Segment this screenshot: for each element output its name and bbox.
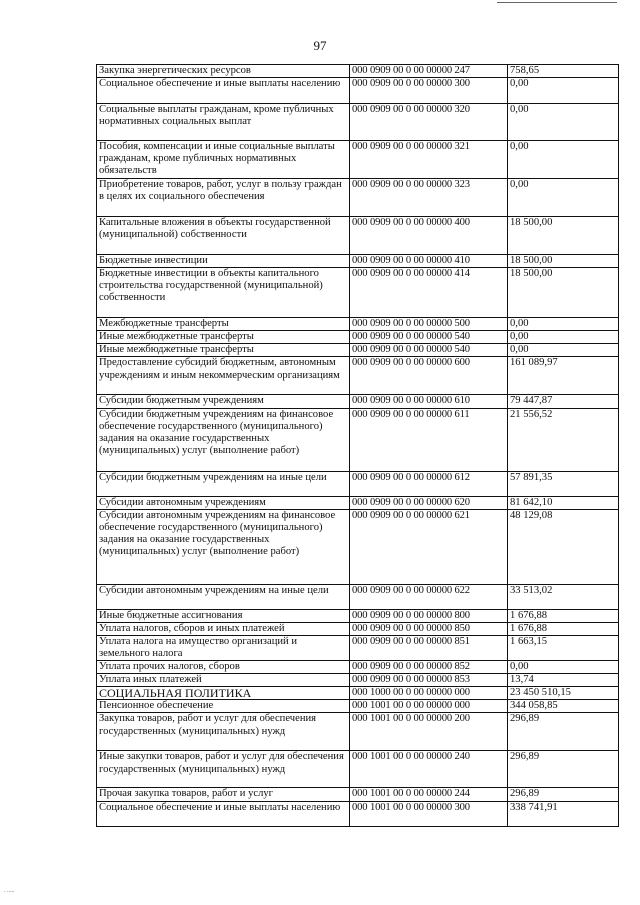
- table-row: [97, 331, 619, 344]
- table-row: [97, 674, 619, 687]
- row-name: Субсидии бюджетным учреждениям на иные цели: [97, 471, 350, 496]
- table-row: [97, 496, 619, 509]
- row-code: 000 0909 00 0 00 00000 611: [350, 408, 508, 471]
- row-amount: 1 676,88: [508, 609, 619, 622]
- budget-table-body: [97, 65, 619, 827]
- row-name: Субсидии бюджетным учреждениям: [97, 395, 350, 408]
- row-code: 000 0909 00 0 00 00000 540: [350, 331, 508, 344]
- row-name: Пенсионное обеспечение: [97, 700, 350, 713]
- row-amount: 81 642,10: [508, 496, 619, 509]
- table-row: [97, 509, 619, 584]
- table-row: [97, 622, 619, 635]
- page-number: 97: [313, 38, 327, 53]
- row-name: Бюджетные инвестиции в объекты капитального строительства государственной (муниципальной) собственности: [97, 268, 350, 318]
- row-amount: 0,00: [508, 78, 619, 104]
- table-row: [97, 751, 619, 788]
- table-row: [97, 687, 619, 700]
- row-name: Социальные выплаты гражданам, кроме публичных нормативных социальных выплат: [97, 104, 350, 141]
- table-row: [97, 635, 619, 660]
- row-code: 000 1001 00 0 00 00000 240: [350, 751, 508, 788]
- row-code: 000 0909 00 0 00 00000 400: [350, 217, 508, 255]
- row-amount: 758,65: [508, 65, 619, 78]
- row-name: Субсидии автономным учреждениям: [97, 496, 350, 509]
- row-name: Пособия, компенсации и иные социальные выплаты гражданам, кроме публичных нормативных обязательств: [97, 141, 350, 179]
- row-code: 000 1000 00 0 00 00000 000: [350, 687, 508, 700]
- row-code: 000 0909 00 0 00 00000 500: [350, 318, 508, 331]
- row-code: 000 0909 00 0 00 00000 247: [350, 65, 508, 78]
- row-name: Субсидии автономным учреждениям на иные цели: [97, 584, 350, 609]
- row-amount: 344 058,85: [508, 700, 619, 713]
- budget-table: [96, 64, 619, 827]
- table-row: [97, 104, 619, 141]
- row-amount: 296,89: [508, 788, 619, 801]
- table-row: [97, 471, 619, 496]
- table-row: [97, 78, 619, 104]
- table-row: [97, 700, 619, 713]
- table-row: [97, 141, 619, 179]
- row-amount: 1 663,15: [508, 635, 619, 660]
- row-code: 000 1001 00 0 00 00000 300: [350, 801, 508, 826]
- table-row: [97, 801, 619, 826]
- row-name: Капитальные вложения в объекты государственной (муниципальной) собственности: [97, 217, 350, 255]
- row-name: Субсидии автономным учреждениям на финансовое обеспечение государственного (муниципального) задания на оказание государственных (муниципальных) услуг (выполнение работ): [97, 509, 350, 584]
- row-code: 000 0909 00 0 00 00000 853: [350, 674, 508, 687]
- table-row: [97, 609, 619, 622]
- row-amount: 161 089,97: [508, 357, 619, 395]
- row-amount: 296,89: [508, 751, 619, 788]
- row-amount: 21 556,52: [508, 408, 619, 471]
- row-amount: 13,74: [508, 674, 619, 687]
- row-name: Уплата налогов, сборов и иных платежей: [97, 622, 350, 635]
- row-code: 000 0909 00 0 00 00000 851: [350, 635, 508, 660]
- row-code: 000 0909 00 0 00 00000 540: [350, 344, 508, 357]
- table-row: [97, 408, 619, 471]
- row-name: Закупка товаров, работ и услуг для обеспечения государственных (муниципальных) нужд: [97, 713, 350, 751]
- table-row: [97, 268, 619, 318]
- table-row: [97, 217, 619, 255]
- table-row: [97, 395, 619, 408]
- row-name: Бюджетные инвестиции: [97, 255, 350, 268]
- row-code: 000 0909 00 0 00 00000 300: [350, 78, 508, 104]
- row-code: 000 0909 00 0 00 00000 600: [350, 357, 508, 395]
- row-amount: 0,00: [508, 661, 619, 674]
- row-name: Закупка энергетических ресурсов: [97, 65, 350, 78]
- table-row: [97, 357, 619, 395]
- row-name: Уплата налога на имущество организаций и земельного налога: [97, 635, 350, 660]
- row-name: Межбюджетные трансферты: [97, 318, 350, 331]
- row-amount: 0,00: [508, 141, 619, 179]
- table-row: [97, 179, 619, 217]
- row-name: СОЦИАЛЬНАЯ ПОЛИТИКА: [97, 687, 350, 700]
- row-amount: 48 129,08: [508, 509, 619, 584]
- row-amount: 33 513,02: [508, 584, 619, 609]
- row-code: 000 0909 00 0 00 00000 621: [350, 509, 508, 584]
- top-rule: [497, 2, 617, 3]
- table-row: [97, 344, 619, 357]
- row-amount: 0,00: [508, 344, 619, 357]
- scan-mark: . .....: [4, 888, 15, 894]
- row-amount: 23 450 510,15: [508, 687, 619, 700]
- row-name: Иные бюджетные ассигнования: [97, 609, 350, 622]
- row-name: Иные закупки товаров, работ и услуг для обеспечения государственных (муниципальных) нужд: [97, 751, 350, 788]
- row-code: 000 1001 00 0 00 00000 000: [350, 700, 508, 713]
- table-row: [97, 584, 619, 609]
- row-code: 000 0909 00 0 00 00000 800: [350, 609, 508, 622]
- row-amount: 18 500,00: [508, 255, 619, 268]
- table-row: [97, 788, 619, 801]
- row-code: 000 0909 00 0 00 00000 410: [350, 255, 508, 268]
- row-code: 000 0909 00 0 00 00000 620: [350, 496, 508, 509]
- row-amount: 338 741,91: [508, 801, 619, 826]
- row-name: Предоставление субсидий бюджетным, автономным учреждениям и иным некоммерческим организациям: [97, 357, 350, 395]
- table-row: [97, 65, 619, 78]
- row-name: Субсидии бюджетным учреждениям на финансовое обеспечение государственного (муниципального) задания на оказание государственных (муниципальных) услуг (выполнение работ): [97, 408, 350, 471]
- row-name: Приобретение товаров, работ, услуг в пользу граждан в целях их социального обеспечения: [97, 179, 350, 217]
- row-amount: 0,00: [508, 104, 619, 141]
- row-amount: 79 447,87: [508, 395, 619, 408]
- row-name: Уплата иных платежей: [97, 674, 350, 687]
- row-code: 000 1001 00 0 00 00000 244: [350, 788, 508, 801]
- table-row: [97, 255, 619, 268]
- row-amount: 57 891,35: [508, 471, 619, 496]
- row-name: Социальное обеспечение и иные выплаты населению: [97, 801, 350, 826]
- row-name: Социальное обеспечение и иные выплаты населению: [97, 78, 350, 104]
- row-amount: 0,00: [508, 331, 619, 344]
- row-amount: 0,00: [508, 318, 619, 331]
- row-amount: 18 500,00: [508, 217, 619, 255]
- row-amount: 18 500,00: [508, 268, 619, 318]
- row-name: Иные межбюджетные трансферты: [97, 331, 350, 344]
- table-row: [97, 661, 619, 674]
- row-code: 000 0909 00 0 00 00000 850: [350, 622, 508, 635]
- row-amount: 0,00: [508, 179, 619, 217]
- row-name: Иные межбюджетные трансферты: [97, 344, 350, 357]
- row-code: 000 0909 00 0 00 00000 321: [350, 141, 508, 179]
- table-row: [97, 318, 619, 331]
- row-code: 000 1001 00 0 00 00000 200: [350, 713, 508, 751]
- row-code: 000 0909 00 0 00 00000 612: [350, 471, 508, 496]
- row-code: 000 0909 00 0 00 00000 414: [350, 268, 508, 318]
- row-name: Уплата прочих налогов, сборов: [97, 661, 350, 674]
- row-code: 000 0909 00 0 00 00000 610: [350, 395, 508, 408]
- row-amount: 1 676,88: [508, 622, 619, 635]
- row-code: 000 0909 00 0 00 00000 852: [350, 661, 508, 674]
- row-amount: 296,89: [508, 713, 619, 751]
- row-code: 000 0909 00 0 00 00000 323: [350, 179, 508, 217]
- row-code: 000 0909 00 0 00 00000 320: [350, 104, 508, 141]
- row-code: 000 0909 00 0 00 00000 622: [350, 584, 508, 609]
- row-name: Прочая закупка товаров, работ и услуг: [97, 788, 350, 801]
- table-row: [97, 713, 619, 751]
